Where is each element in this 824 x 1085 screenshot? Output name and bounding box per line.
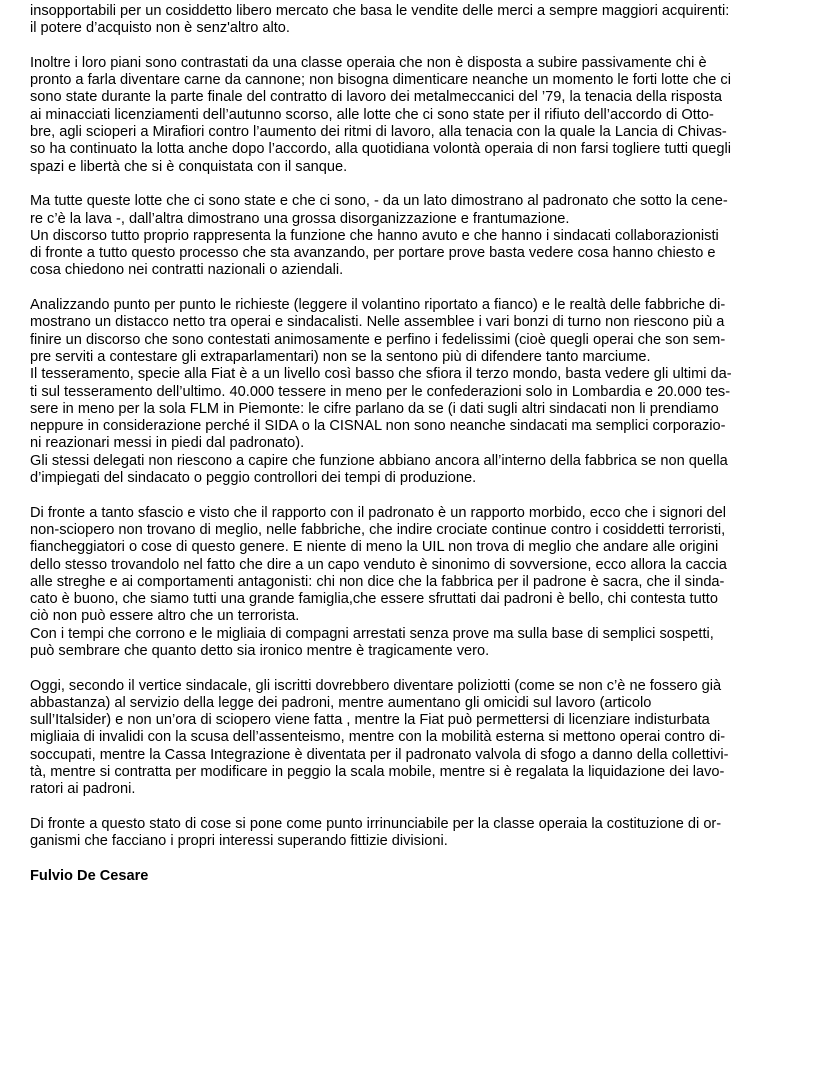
paragraph: Inoltre i loro piani sono contrastati da una classe operaia che non è disposta a subire passivamente chi è pronto a farla diventare carne da cannone; non bisogna dimenticare neanche un momento le forti lotte che ci sono state durante la parte finale del contratto di lavoro dei metalmeccanici del ’79, la tenacia della risposta ai minacciati licenziamenti dell’autunno scorso, alle lotte che ci sono state per il rifiuto dell’accordo di Otto- bre, agli scioperi a Mirafiori contro l’aumento dei ritmi di lavoro, alla tenacia con la quale la Lancia di Chivas- so ha continuato la lotta anche dopo l’accordo, alla quotidiana volontà operaia di non farsi togliere tutti quegli spazi e libertà che si è conquistata con il sanque. (30, 54, 731, 175)
paragraph: Oggi, secondo il vertice sindacale, gli iscritti dovrebbero diventare poliziotti (come se non c’è ne fossero già abbastanza) al servizio della legge dei padroni, mentre aumentano gli omicidi sul lavoro (articolo sull’Italsider) e non un’ora di sciopero viene fatta , mentre la Fiat può permettersi di licenziare indisturbata migliaia di invalidi con la scusa dell’assenteismo, mentre con la mobilità esterna si mettono operai contro di- soccupati, mentre la Cassa Integrazione è diventata per il padronato valvola di sfogo a danno della collettivi- tà, mentre si contratta per modificare in peggio la scala mobile, mentre si è regalata la liquidazione dei lavo- ratori ai padroni. (30, 677, 729, 798)
paragraph: Di fronte a tanto sfascio e visto che il rapporto con il padronato è un rapporto morbido, ecco che i signori del non-sciopero non trovano di meglio, nelle fabbriche, che indire crociate continue contro i cosiddetti terroristi, fiancheggiatori o cose di questo genere. E niente di meno la UIL non trova di meglio che andare alle origini dello stesso trovandolo nel fatto che dire a un capo venduto è sinonimo di sovversione, ecco allora la caccia alle streghe e ai comportamenti antagonisti: chi non dice che la fabbrica per il padrone è sacra, che il sinda- cato è buono, che siamo tutti una grande famiglia,che essere sfruttati dai padroni è bello, chi contesta tutto ciò non può essere altro che un terrorista. (30, 504, 727, 625)
document-page (30, 3, 814, 885)
paragraph: Il tesseramento, specie alla Fiat è a un livello così basso che sfiora il terzo mondo, basta vedere gli ultimi da- ti sul tesseramento dell’ultimo. 40.000 tessere in meno per le confederazioni solo in Lombardia e 20.000 tes- sere in meno per la sola FLM in Piemonte: le cifre parlano da se (i dati sugli altri sindacati non li prendiamo neppure in considerazione perché il SIDA o la CISNAL non sono neanche sindacati ma semplici corporazio- ni reazionari messi in piedi dal padronato). (30, 366, 732, 452)
paragraph: Gli stessi delegati non riescono a capire che funzione abbiano ancora all’interno della fabbrica se non quella d’impiegati del sindacato o peggio controllori dei tempi di produzione. (30, 452, 728, 487)
paragraph: Un discorso tutto proprio rappresenta la funzione che hanno avuto e che hanno i sindacati collaborazionisti di fronte a tutto questo processo che sta avanzando, per portare prove basta vedere cosa hanno chiesto e cosa chiedono nei contratti nazionali o aziendali. (30, 227, 719, 279)
paragraph: Ma tutte queste lotte che ci sono state e che ci sono, - da un lato dimostrano al padronato che sotto la cene- re c’è la lava -, dall’altra dimostrano una grossa disorganizzazione e frantumazione. (30, 193, 728, 227)
paragraph: Con i tempi che corrono e le migliaia di compagni arrestati senza prove ma sulla base di semplici sospetti, può sembrare che quanto detto sia ironico mentre è tragicamente vero. (30, 625, 714, 659)
article-body (30, 3, 814, 851)
paragraph: Di fronte a questo stato di cose si pone come punto irrinunciabile per la classe operaia la costituzione di or- ganismi che facciano i propri interessi superando fittizie divisioni. (30, 815, 722, 850)
paragraph: insopportabili per un cosiddetto libero mercato che basa le vendite delle merci a sempre maggiori acquirenti: il potere d’acquisto non è senz'altro alto. (30, 3, 730, 37)
paragraph: Analizzando punto per punto le richieste (leggere il volantino riportato a fianco) e le realtà delle fabbriche di- mostrano un distacco netto tra operai e sindacalisti. Nelle assemblee i vari bonzi di turno non riescono più a finire un discorso che sono contestati animosamente e perfino i fedelissimi (cioè quegli operai che son sem- pre serviti a contestare gli extraparlamentari) non se la sentono più di difendere tanto marciume. (30, 297, 726, 365)
author-signature: Fulvio De Cesare (30, 867, 149, 884)
